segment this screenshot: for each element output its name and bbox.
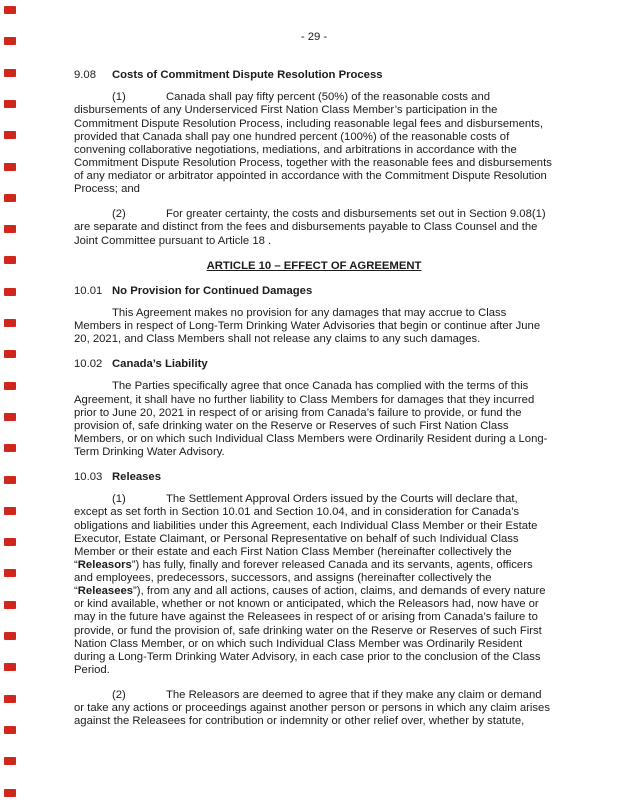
red-edge-mark xyxy=(4,789,16,797)
red-edge-mark xyxy=(4,256,16,264)
defined-term: Releasors xyxy=(77,558,132,571)
section-number: 9.08 xyxy=(74,69,96,82)
paragraph xyxy=(74,208,554,247)
page-number: - 29 - xyxy=(300,31,328,43)
red-edge-mark xyxy=(4,601,16,609)
paragraph-text: This Agreement makes no provision for any damages that may accrue to Class Members in respect of Long-Term Drinking Water Advisories that begin or continue after June 20, 2021, and Class Members shall not release any claims to any such damages. xyxy=(74,306,541,346)
paragraph-number: (1) xyxy=(112,493,126,506)
red-edge-mark xyxy=(4,350,16,358)
red-edge-mark xyxy=(4,757,16,765)
section-number: 10.03 xyxy=(74,471,103,484)
red-edge-mark xyxy=(4,663,16,671)
red-edge-mark xyxy=(4,37,16,45)
red-edge-mark xyxy=(4,507,16,515)
red-edge-mark xyxy=(4,319,16,327)
section-heading xyxy=(74,358,554,371)
margin-marks xyxy=(0,0,30,807)
paragraph-number: (2) xyxy=(112,208,126,221)
red-edge-mark xyxy=(4,695,16,703)
paragraph-text: ”), from any and all actions, causes of action, claims, and demands of every nature or kind available, whether or not known or anticipated, which the Releasors had, now have or may in the future have against the Releasees in respect of or arising from Canada’s failure to provide, or fund the provision of, safe drinking water on the Reserve or Reserves of such First Nation Class Member, or on which such Individual Class Member was Ordinarily Resident during a Long-Term Drinking Water Advisory, in each case prior to the conclusion of the Class Period. xyxy=(74,585,546,676)
red-edge-mark xyxy=(4,225,16,233)
paragraph-text: For greater certainty, the costs and disbursements set out in Section 9.08(1) are separate and distinct from the fees and disbursements payable to Class Counsel and the Joint Committee pursuant to Article 18 . xyxy=(74,208,546,247)
section-number: 10.02 xyxy=(74,358,103,371)
red-edge-mark xyxy=(4,538,16,546)
paragraph-text: ”) has fully, finally and forever released Canada and its servants, agents, officers and employees, predecessors, successors, and assigns (hereinafter collectively the “ xyxy=(74,558,533,598)
red-edge-mark xyxy=(4,6,16,14)
red-edge-mark xyxy=(4,726,16,734)
section-title: Costs of Commitment Dispute Resolution Process xyxy=(112,69,383,82)
article-heading xyxy=(74,260,554,273)
section-heading xyxy=(74,285,554,298)
red-edge-mark xyxy=(4,444,16,452)
section-heading xyxy=(74,69,554,82)
article-heading-text: ARTICLE 10 – EFFECT OF AGREEMENT xyxy=(206,259,422,272)
paragraph xyxy=(74,493,554,677)
paragraph xyxy=(74,307,554,346)
red-edge-mark xyxy=(4,131,16,139)
defined-term: Releasees xyxy=(77,585,134,598)
red-edge-mark xyxy=(4,69,16,77)
red-edge-mark xyxy=(4,288,16,296)
paragraph xyxy=(74,689,554,728)
paragraph-text: The Settlement Approval Orders issued by the Courts will declare that, except as set forth in Section 10.01 and Section 10.04, and in consideration for Canada’s obligations and liabilities under this Agreement, each Individual Class Member or their Estate Executor, Estate Claimant, or Personal Representative on behalf of such Individual Class Member or their estate and each First Nation Class Member (hereinafter collectively the “ xyxy=(74,493,538,571)
paragraph-text: The Parties specifically agree that once Canada has complied with the terms of this Agreement, it shall have no further liability to Class Members for damages that they incurred prior to June 20, 2021 in respect of or arising from Canada’s failure to provide, or fund the provision of, safe drinking water on the Reserve or Reserves of such First Nation Class Members, or on which such Individual Class Members were Ordinarily Resident during a Long-Term Drinking Water Advisory. xyxy=(74,380,548,458)
section-heading xyxy=(74,471,554,484)
red-edge-mark xyxy=(4,194,16,202)
paragraph xyxy=(74,380,554,459)
section-title: No Provision for Continued Damages xyxy=(112,284,313,297)
section-title: Canada’s Liability xyxy=(112,358,208,371)
paragraph-number: (2) xyxy=(112,689,126,701)
red-edge-mark xyxy=(4,413,16,421)
red-edge-mark xyxy=(4,382,16,390)
red-edge-mark xyxy=(4,163,16,171)
section-title: Releases xyxy=(112,471,161,484)
section-number: 10.01 xyxy=(74,284,103,297)
red-edge-mark xyxy=(4,100,16,108)
red-edge-mark xyxy=(4,632,16,640)
paragraph-text: The Releasors are deemed to agree that if they make any claim or demand or take any actions or proceedings against another person or persons in which any claim arises against the Releasees for contribution or indemnity or other relief over, whether by statute, xyxy=(74,689,550,728)
document-body xyxy=(74,69,554,728)
red-edge-mark xyxy=(4,569,16,577)
paragraph-number: (1) xyxy=(112,91,126,104)
paragraph-text: Canada shall pay fifty percent (50%) of the reasonable costs and disbursements of any Underserviced First Nation Class Member’s participation in the Commitment Dispute Resolution Process, including reasonable legal fees and disbursements, provided that Canada shall pay one hundred percent (100%) of the reasonable costs of convening collaborative negotiations, mediations, and arbitrations in accordance with the Commitment Dispute Resolution Process, together with the reasonable fees and disbursements of any mediator or arbitrator appointed in accordance with the Commitment Dispute Resolution Process; and xyxy=(74,91,552,196)
paragraph xyxy=(74,91,554,196)
red-edge-mark xyxy=(4,476,16,484)
